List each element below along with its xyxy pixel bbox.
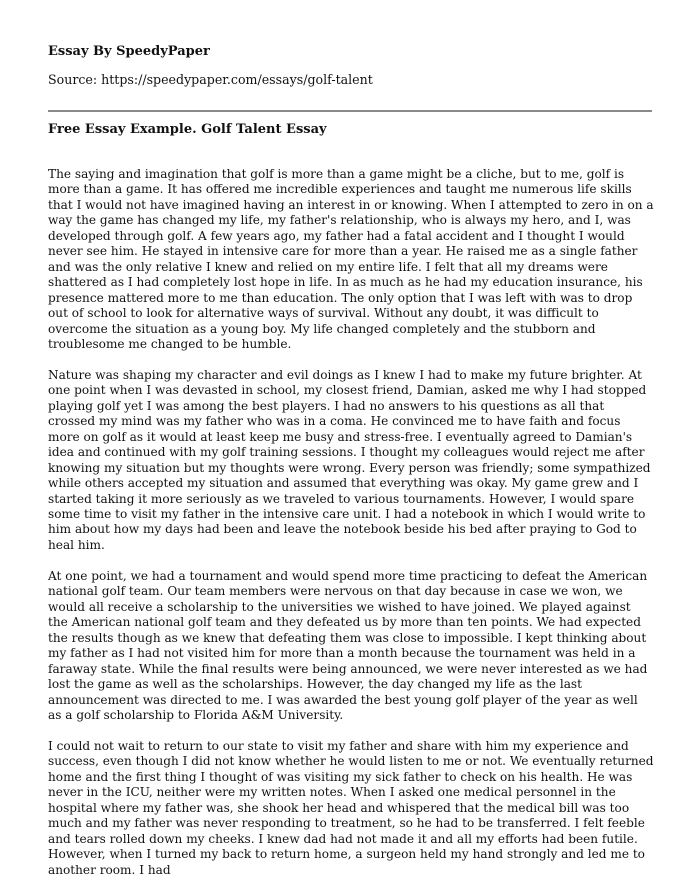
essay-paragraph: At one point, we had a tournament and would spend more time practicing to defeat the American national golf team. Our team members were nervous on that day because in case we won, we would all receive a scholarship to the universities we wished to have joined. We played against the American national golf team and they defeated us by more than ten points. We had expected the results though as we knew that defeating them was close to impossible. I kept thinking about my father as I had not visited him for more than a month because the tournament was held in a faraway state. While the final results were being announced, we were never interested as we had lost the game as well as the scholarships. However, the day changed my life as the last announcement was directed to me. I was awarded the best young golf player of the year as well as a golf scholarship to Florida A&M University. [48, 568, 648, 722]
site-title: Essay By SpeedyPaper [48, 44, 210, 59]
essay-title: Free Essay Example. Golf Talent Essay [48, 122, 327, 137]
essay-paragraph: The saying and imagination that golf is more than a game might be a cliche, but to me, golf is more than a game. It has offered me incredible experiences and taught me numerous life skills that I would not have imagined having an interest in or knowing. When I attempted to zero in on a way the game has changed my life, my father's relationship, who is always my hero, and I, was developed through golf. A few years ago, my father had a fatal accident and I thought I would never see him. He stayed in intensive care for more than a year. He raised me as a single father and was the only relative I knew and relied on my entire life. I felt that all my dreams were shattered as I had completely lost hope in life. In as much as he had my education insurance, his presence mattered more to me than education. The only option that I was left with was to drop out of school to look for alternative ways of survival. Without any doubt, it was difficult to overcome the situation as a young boy. My life changed completely and the stubborn and troublesome me changed to be humble. [48, 167, 654, 351]
essay-body [48, 167, 654, 893]
essay-paragraph: I could not wait to return to our state to visit my father and share with him my experience and success, even though I did not know whether he would listen to me or not. We eventually returned home and the first thing I thought of was visiting my sick father to check on his health. He was never in the ICU, neither were my written notes. When I asked one medical personnel in the hospital where my father was, she shook her head and whispered that the medical bill was too much and my father was never responding to treatment, so he had to be transferred. I felt feeble and tears rolled down my cheeks. I knew dad had not made it and all my efforts had been futile. However, when I turned my back to return home, a surgeon held my hand strongly and led me to another room. I had [48, 738, 654, 877]
source-line: Source: https://speedypaper.com/essays/golf-talent [48, 72, 373, 87]
header-divider [48, 110, 652, 112]
essay-paragraph: Nature was shaping my character and evil doings as I knew I had to make my future brighter. At one point when I was devasted in school, my closest friend, Damian, asked me why I had stopped playing golf yet I was among the best players. I had no answers to his questions as all that crossed my mind was my father who was in a coma. He convinced me to have faith and focus more on golf as it would at least keep me busy and stress-free. I eventually agreed to Damian's idea and continued with my golf training sessions. I thought my colleagues would reject me after knowing my situation but my thoughts were wrong. Every person was friendly; some sympathized while others accepted my situation and assumed that everything was okay. My game grew and I started taking it more seriously as we traveled to various tournaments. However, I would spare some time to visit my father in the intensive care unit. I had a notebook in which I would write to him about how my days had been and leave the notebook beside his bed after praying to God to heal him. [48, 367, 651, 552]
